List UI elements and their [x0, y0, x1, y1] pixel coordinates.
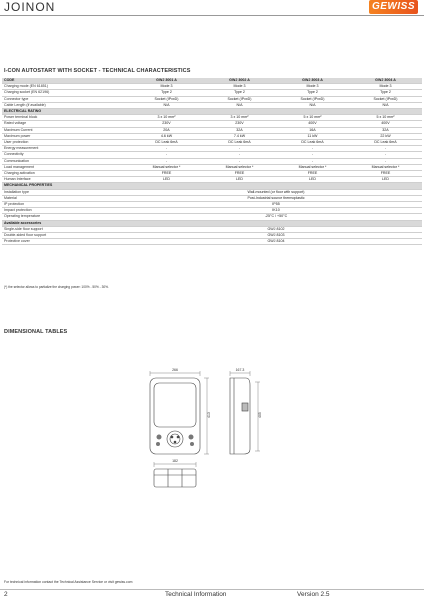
row-value: N/A [130, 102, 203, 108]
row-value: Manual selector * [130, 164, 203, 170]
height-label: 413 [207, 412, 211, 418]
header-divider [0, 15, 424, 16]
footer-version: Version 2.5 [297, 591, 330, 598]
footer-note: For technical information contact the Technical Assistance Service or visit gewiss.com [4, 580, 133, 584]
row-value: Wall-mounted (or floor with support) [130, 189, 422, 195]
accessories-section-title: Available accessories [2, 220, 422, 226]
row-value: LED [349, 177, 422, 183]
row-label: IP protection [2, 202, 130, 208]
row-value: Post-Industrial source thermoplastic [130, 195, 422, 201]
dimensional-drawing [138, 365, 288, 505]
header-gwj3004a: GWJ 3004 A [349, 78, 422, 84]
row-value: Mode 3 [276, 84, 349, 90]
front-width-label: 266 [172, 368, 178, 372]
row-label: Load management [2, 164, 130, 170]
row-value: LED [203, 177, 276, 183]
row-label: Charging activation [2, 171, 130, 177]
row-value: 32A [203, 127, 276, 133]
general-rows [2, 84, 422, 109]
side-dot [156, 442, 160, 446]
row-value: N/A [276, 102, 349, 108]
row-value: IP55 [130, 202, 422, 208]
row-value: - [203, 146, 276, 152]
row-value: - [130, 152, 203, 158]
row-value: Type 2 [349, 90, 422, 96]
base-width-label: 182 [172, 459, 178, 463]
row-value: 16A [276, 127, 349, 133]
row-value: N/A [203, 102, 276, 108]
row-value: -25°C / +50°C [130, 214, 422, 220]
row-value: - [203, 152, 276, 158]
row-value: 400V [276, 121, 349, 127]
row-value: Socket (IPxxD) [203, 96, 276, 102]
row-value: - [276, 152, 349, 158]
row-value: IK10 [130, 208, 422, 214]
row-value: 32A [349, 127, 422, 133]
row-value: Mode 3 [203, 84, 276, 90]
row-value: - [276, 158, 349, 164]
row-label: Material [2, 195, 130, 201]
row-label: Double-sided floor support [2, 233, 130, 239]
front-view [150, 378, 200, 454]
row-label: Energy measurement [2, 146, 130, 152]
side-view [230, 378, 250, 454]
row-value: Socket (IPxxD) [130, 96, 203, 102]
side-depth-label: 167.3 [235, 368, 245, 372]
row-value: LED [276, 177, 349, 183]
row-value: - [349, 152, 422, 158]
side-housing [230, 378, 250, 454]
row-label: Protective cover [2, 239, 130, 245]
row-value: FREE [349, 171, 422, 177]
socket-pin [177, 436, 179, 438]
row-label: Connectivity [2, 152, 130, 158]
footer-divider [0, 589, 424, 590]
socket-outer [167, 431, 183, 447]
side-feature [242, 403, 248, 411]
footnote: (*) the selector allows to partialize the charging power: 100% - 50% - 30%. [4, 285, 109, 289]
side-dot [190, 442, 194, 446]
row-value: 5 x 10 mm² [276, 115, 349, 121]
row-value: 20A [130, 127, 203, 133]
row-value: Mode 3 [130, 84, 203, 90]
row-value: - [130, 146, 203, 152]
socket-pin [171, 436, 173, 438]
header-gwj3001a: GWJ 3001 A [130, 78, 203, 84]
row-value: FREE [276, 171, 349, 177]
row-label: Operating temperature [2, 214, 130, 220]
row-label: Charging mode (EN 61851) [2, 84, 130, 90]
row-value: LED [130, 177, 203, 183]
gewiss-logo: GEWISS [369, 0, 418, 14]
page-number: 2 [4, 591, 8, 598]
row-value: DC Leak 6mA [276, 140, 349, 146]
header-code: CODE [2, 78, 130, 84]
row-label: User protection [2, 140, 130, 146]
row-value: Mode 3 [349, 84, 422, 90]
row-value: 5 x 10 mm² [349, 115, 422, 121]
electrical-section-title: ELECTRICAL RATING [2, 109, 422, 115]
row-value: Type 2 [203, 90, 276, 96]
row-value: - [203, 158, 276, 164]
header-gwj3002a: GWJ 3002 A [203, 78, 276, 84]
row-label: Human Interface [2, 177, 130, 183]
spec-table [2, 78, 422, 245]
row-value: 11 kW [276, 133, 349, 139]
row-label: Connector type [2, 96, 130, 102]
row-value: Manual selector * [276, 164, 349, 170]
row-value: FREE [203, 171, 276, 177]
mechanical-rows [2, 189, 422, 220]
row-value: 4.6 kW [130, 133, 203, 139]
row-value: 230V [203, 121, 276, 127]
row-value: GWJ 8102 [130, 226, 422, 232]
row-value: Manual selector * [203, 164, 276, 170]
row-value: 3 x 10 mm² [203, 115, 276, 121]
header-gwj3003a: GWJ 3003 A [276, 78, 349, 84]
row-value: Type 2 [130, 90, 203, 96]
row-value: - [349, 146, 422, 152]
dim-section-title: DIMENSIONAL TABLES [4, 329, 68, 335]
socket-pin [174, 441, 176, 443]
accessories-rows [2, 226, 422, 245]
row-value: DC Leak 6mA [203, 140, 276, 146]
row-label: Maximum Current [2, 127, 130, 133]
side-dot [189, 435, 194, 440]
row-value: 400V [349, 121, 422, 127]
row-value: 230V [130, 121, 203, 127]
row-value: - [276, 146, 349, 152]
accessory-row [2, 239, 422, 245]
row-value: DC Leak 6mA [349, 140, 422, 146]
document-title: JOINON [4, 0, 56, 14]
mechanical-section-title: MECHANICAL PROPERTIES [2, 183, 422, 189]
row-value: GWJ 8104 [130, 239, 422, 245]
side-height-label: 405 [258, 412, 262, 418]
row-value: - [349, 158, 422, 164]
row-value: 7.4 kW [203, 133, 276, 139]
row-value: - [130, 158, 203, 164]
tech-section-title: I-CON AUTOSTART WITH SOCKET - TECHNICAL CHARACTERISTICS [4, 68, 191, 74]
row-value: Type 2 [276, 90, 349, 96]
row-value: 22 kW [349, 133, 422, 139]
row-value: Manual selector * [349, 164, 422, 170]
front-panel [154, 383, 196, 427]
row-value: FREE [130, 171, 203, 177]
row-label: Charging socket (EN 62196) [2, 90, 130, 96]
row-label: Maximum power [2, 133, 130, 139]
side-dot [157, 435, 162, 440]
row-label: Power terminal block [2, 115, 130, 121]
row-label: Rated voltage [2, 121, 130, 127]
footer-title: Technical Information [165, 591, 227, 598]
row-value: N/A [349, 102, 422, 108]
row-label: Cable Length (if available) [2, 102, 130, 108]
row-value: Socket (IPxxD) [276, 96, 349, 102]
row-value: 3 x 10 mm² [130, 115, 203, 121]
row-label: Communication [2, 158, 130, 164]
row-label: Impact protection [2, 208, 130, 214]
row-label: Single-side floor support [2, 226, 130, 232]
row-label: Installation type [2, 189, 130, 195]
row-value: Socket (IPxxD) [349, 96, 422, 102]
row-value: DC Leak 6mA [130, 140, 203, 146]
bottom-view [154, 469, 196, 487]
bottom-housing [154, 469, 196, 487]
electrical-rows [2, 115, 422, 183]
row-value: GWJ 8103 [130, 233, 422, 239]
